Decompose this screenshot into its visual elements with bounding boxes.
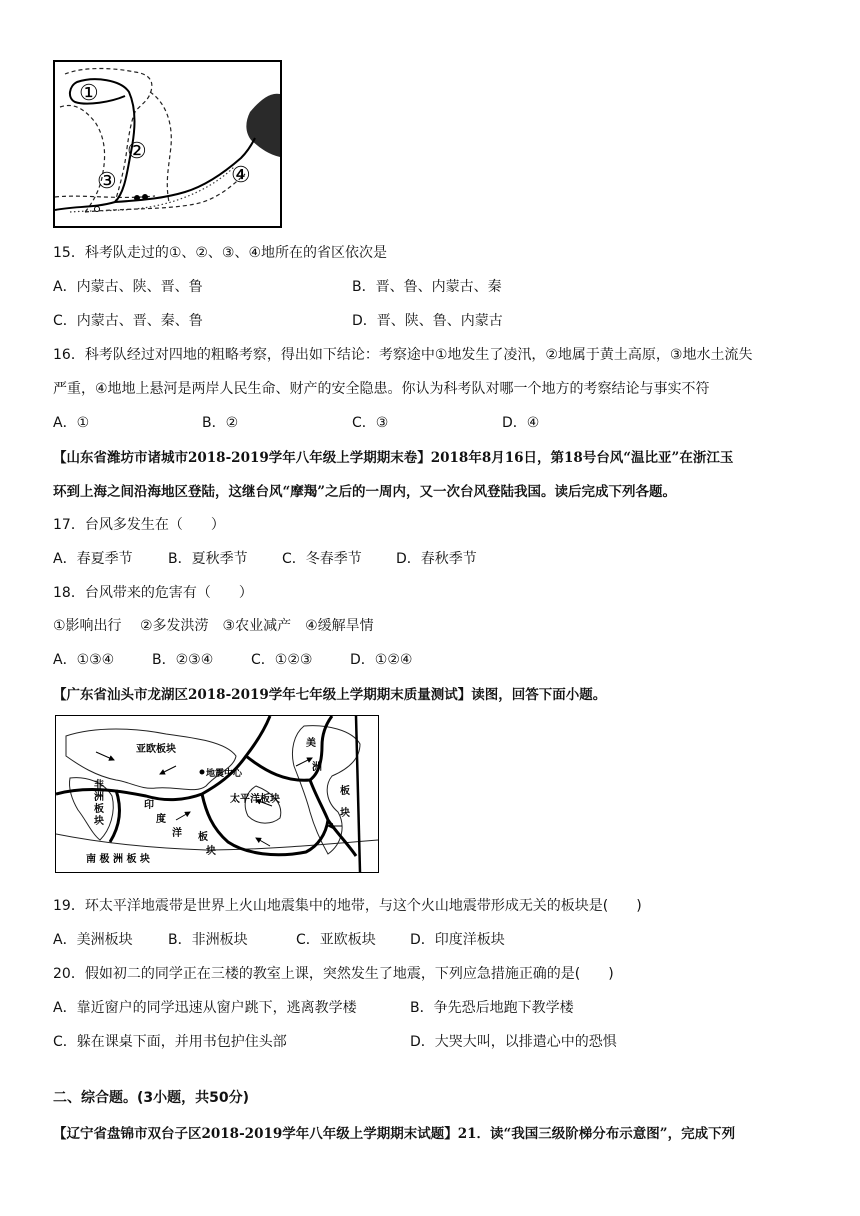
q16-stem-line2: 严重，④地地上悬河是两岸人民生命、财产的安全隐患。你认为科考队对哪一个地方的考察结论与事实不符 <box>53 381 710 397</box>
q20-stem: 20．假如初二的同学正在三楼的教室上课，突然发生了地震，下列应急措施正确的是( ) <box>53 966 614 982</box>
q16-option-c: C．③ <box>352 415 389 431</box>
label-pacific-plate: 太平洋板块 <box>230 794 280 805</box>
label-indian-3: 洋 <box>172 828 182 839</box>
boundary-dashed <box>150 92 171 202</box>
q18-items: ①影响出行 ②多发洪涝 ③农业减产 ④缓解旱情 <box>53 618 374 634</box>
plate-boundary <box>356 716 360 872</box>
plate-motion-arrow <box>160 766 176 774</box>
q17-option-d: D．春秋季节 <box>396 551 477 567</box>
label-america-2: 洲 <box>312 762 322 773</box>
antarctic-outline <box>56 834 378 850</box>
q20-option-c: C．躲在课桌下面，并用书包护住头部 <box>53 1034 287 1050</box>
label-africa-1: 非 <box>94 780 104 791</box>
label-africa-4: 块 <box>94 816 104 827</box>
plate-motion-arrow <box>176 812 190 820</box>
plate-motion-arrow <box>256 838 270 846</box>
q18-option-d: D．①②④ <box>350 652 413 668</box>
label-antarctic-plate: 南 极 洲 板 块 <box>86 854 150 865</box>
city-dot <box>95 207 100 212</box>
label-indian-2: 度 <box>156 814 166 825</box>
plates-intro: 【广东省汕头市龙湖区2018-2019学年七年级上学期期末质量测试】读图，回答下面小题。 <box>53 687 607 703</box>
q15-stem: 15．科考队走过的①、②、③、④地所在的省区依次是 <box>53 245 388 261</box>
q17-option-a: A．春夏季节 <box>53 551 133 567</box>
q16-stem-line1: 16．科考队经过对四地的粗略考察，得出如下结论：考察途中①地发生了凌汛，②地属于黄土高原，③地水土流失 <box>53 347 753 363</box>
section2-heading: 二、综合题。(3小题，共50分) <box>53 1090 250 1106</box>
plate-boundary <box>110 790 119 842</box>
q20-option-b: B．争先恐后地跑下教学楼 <box>410 1000 574 1016</box>
q16-option-b: B．② <box>202 415 239 431</box>
q18-stem: 18．台风带来的危害有（ ） <box>53 585 253 601</box>
q19-option-b: B．非洲板块 <box>168 932 248 948</box>
label-africa-3: 板 <box>94 804 104 815</box>
q15-option-a: A．内蒙古、陕、晋、鲁 <box>53 279 203 295</box>
plate-motion-arrow <box>96 752 114 760</box>
q19-option-d: D．印度洋板块 <box>410 932 505 948</box>
q15-option-b: B．晋、鲁、内蒙古、秦 <box>352 279 502 295</box>
q21-intro: 【辽宁省盘锦市双台子区2018-2019学年八年级上学期期末试题】21．读“我国三级阶梯分布示意图”，完成下列 <box>53 1126 736 1142</box>
q19-option-c: C．亚欧板块 <box>296 932 376 948</box>
label-eurasia-plate: 亚欧板块 <box>136 744 176 755</box>
boundary-dashed <box>60 105 105 212</box>
label-indian-5: 块 <box>206 846 216 857</box>
typhoon-intro-line1: 【山东省潍坊市诸城市2018-2019学年八年级上学期期末卷】2018年8月16日，第18号台风“温比亚”在浙江玉 <box>53 450 734 466</box>
label-africa-2: 洲 <box>94 792 104 803</box>
label-4: ④ <box>231 163 251 188</box>
plate-motion-arrow <box>296 758 312 766</box>
q19-stem: 19．环太平洋地震带是世界上火山地震集中的地带，与这个火山地震带形成无关的板块是( ) <box>53 898 642 914</box>
q20-option-d: D．大哭大叫，以排遣心中的恐惧 <box>410 1034 617 1050</box>
q18-option-a: A．①③④ <box>53 652 115 668</box>
q17-option-b: B．夏秋季节 <box>168 551 248 567</box>
q17-stem: 17．台风多发生在（ ） <box>53 517 225 533</box>
sea-area <box>246 94 280 157</box>
city-dot <box>134 195 140 201</box>
yellow-river-route-map <box>53 60 282 228</box>
label-1: ① <box>79 81 99 106</box>
q19-option-a: A．美洲板块 <box>53 932 133 948</box>
q17-option-c: C．冬春季节 <box>282 551 362 567</box>
label-3: ③ <box>97 169 117 194</box>
plates-map-drawing <box>56 716 378 872</box>
label-america-3: 板 <box>340 786 350 797</box>
label-america-4: 块 <box>340 808 350 819</box>
typhoon-intro-line2: 环到上海之间沿海地区登陆，这继台风“摩羯”之后的一周内，又一次台风登陆我国。读后完成下列各题。 <box>53 484 677 500</box>
africa-outline <box>69 778 113 840</box>
city-dot <box>142 194 148 200</box>
q15-option-d: D．晋、陕、鲁、内蒙古 <box>352 313 503 329</box>
q16-option-d: D．④ <box>502 415 540 431</box>
boundary-dashed <box>55 196 155 197</box>
label-indian-4: 板 <box>198 832 208 843</box>
q15-option-c: C．内蒙古、晋、秦、鲁 <box>53 313 203 329</box>
label-indian-1: 印 <box>144 800 154 811</box>
q20-option-a: A．靠近窗户的同学迅速从窗户跳下，逃离教学楼 <box>53 1000 357 1016</box>
q16-option-a: A．① <box>53 415 90 431</box>
label-2: ② <box>127 139 147 164</box>
quake-center-dot <box>200 770 205 775</box>
route-map-drawing <box>55 62 280 226</box>
q18-option-c: C．①②③ <box>251 652 313 668</box>
label-quake-center: 地震中心 <box>206 769 243 779</box>
tectonic-plates-map <box>55 715 379 873</box>
label-america-1: 美 <box>306 738 316 749</box>
plate-boundary <box>56 716 270 800</box>
q18-option-b: B．②③④ <box>152 652 214 668</box>
